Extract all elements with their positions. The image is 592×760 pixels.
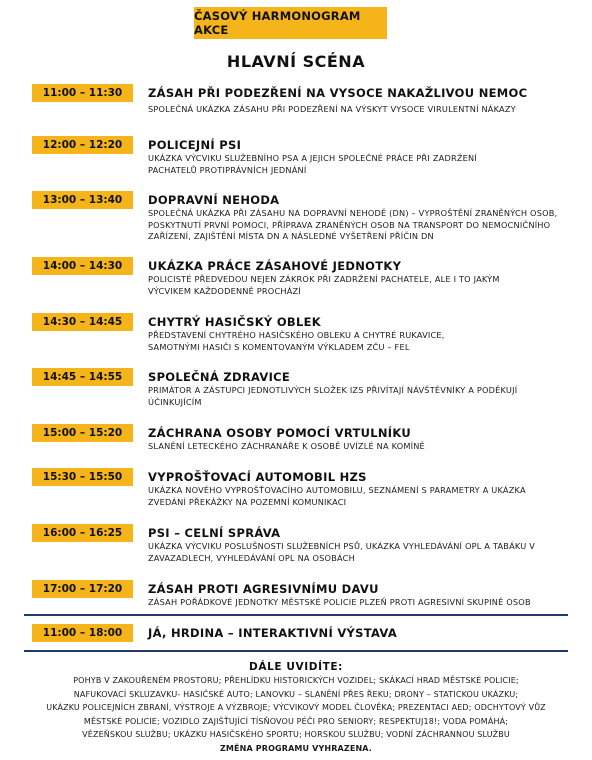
event-description: UKÁZKA VÝCVIKU SLUŽEBNÍHO PSA A JEJICH SPOLEČNÉ PRÁCE PŘI ZADRŽENÍ PACHATELŮ PROTIPRÁVNÍCH JEDNÁNÍ [148,153,477,175]
section-divider [24,650,568,652]
time-badge: 14:45 – 14:55 [32,368,133,386]
page-title-badge: ČASOVÝ HARMONOGRAM AKCE [194,7,387,39]
event-title: CHYTRÝ HASIČSKÝ OBLEK [148,315,321,329]
time-badge: 16:00 – 16:25 [32,524,133,542]
event-title: UKÁZKA PRÁCE ZÁSAHOVÉ JEDNOTKY [148,259,402,273]
footer-heading: DÁLE UVIDÍTE: [249,661,343,673]
footer-info [18,660,574,755]
event-description: UKÁZKA VÝCVIKU POSLUŠNOSTI SLUŽEBNÍCH PSŮ, UKÁZKA VYHLEDÁVÁNÍ OPL A TABÁKU V ZAVAZADLECH, VYHLEDÁVÁNÍ OPL NA OSOBÁCH [148,541,536,563]
event-title: VYPROŠŤOVACÍ AUTOMOBIL HZS [148,470,367,484]
section-divider [24,614,568,616]
event-description: SLANĚNÍ LETECKÉHO ZÁCHRANÁŘE K OSOBĚ UVÍZLÉ NA KOMÍNĚ [148,441,425,451]
time-badge: 14:00 – 14:30 [32,257,133,275]
event-description: POLICISTÉ PŘEDVEDOU NEJEN ZÁKROK PŘI ZADRŽENÍ PACHATELE, ALE I TO JAKÝM VÝCVIKEM KAŽDODENNĚ PROCHÁZÍ [148,274,500,296]
footer-line: POHYB V ZAKOUŘENÉM PROSTORU; PŘEHLÍDKU HISTORICKÝCH VOZIDEL; SKÁKACÍ HRAD MĚSTSKÉ POLICIE; [73,676,519,685]
time-badge: 12:00 – 12:20 [32,136,133,154]
event-description: UKÁZKA NOVÉHO VYPROŠŤOVACÍHO AUTOMOBILU, SEZNÁMENÍ S PARAMETRY A UKÁZKA ZVEDÁNÍ PŘEKÁŽKY NA POZEMNÍ KOMUNIKACI [148,485,526,507]
time-badge: 11:00 – 18:00 [32,624,133,642]
time-badge: 15:00 – 15:20 [32,424,133,442]
time-badge: 17:00 – 17:20 [32,580,133,598]
event-title: POLICEJNÍ PSI [148,138,242,152]
event-title: ZÁSAH PROTI AGRESIVNÍMU DAVU [148,582,379,596]
event-description: PRIMÁTOR A ZÁSTUPCI JEDNOTLIVÝCH SLOŽEK IZS PŘIVÍTAJÍ NÁVŠTĚVNÍKY A PODĚKUJÍ ÚČINKUJÍCÍM [148,385,518,407]
event-title: ZÁSAH PŘI PODEZŘENÍ NA VYSOCE NAKAŽLIVOU NEMOC [148,86,528,100]
exhibition-title: JÁ, HRDINA – INTERAKTIVNÍ VÝSTAVA [148,626,398,640]
footer-line: NAFUKOVACÍ SKLUZAVKU- HASIČSKÉ AUTO; LANOVKU – SLANĚNÍ PŘES ŘEKU; DRONY – STATICKOU UKÁZKU; [73,689,519,699]
footer-line: MĚSTSKÉ POLICIE; VOZIDLO ZAJIŠŤUJÍCÍ TÍSŇOVOU PÉČI PRO SENIORY; RESPEKTUJ18!; VODA POMÁHÁ; [83,716,509,726]
event-title: SPOLEČNÁ ZDRAVICE [148,370,291,384]
time-badge: 11:00 – 11:30 [32,84,133,102]
event-title: DOPRAVNÍ NEHODA [148,193,280,207]
footer-line: UKÁZKU POLICEJNÍCH ZBRANÍ, VÝSTROJE A VÝZBROJE; VÝCVIKOVÝ MODEL ČLOVĚKA; PREZENTACI AED; ODCHYTOVÝ VŮZ [46,703,546,712]
event-description: ZÁSAH POŘÁDKOVÉ JEDNOTKY MĚSTSKÉ POLICIE PLZEŇ PROTI AGRESIVNÍ SKUPINĚ OSOB [148,597,531,607]
stage-heading: HLAVNÍ SCÉNA [226,52,366,71]
event-description: PŘEDSTAVENÍ CHYTRÉHO HASIČSKÉHO OBLEKU A CHYTRÉ RUKAVICE, SAMOTNÝMI HASIČI S KOMENTOVANÝM VÝKLADEM ZČU – FEL [148,330,445,352]
time-badge: 13:00 – 13:40 [32,191,133,209]
event-description: SPOLEČNÁ UKÁZKA ZÁSAHU PŘI PODEZŘENÍ NA VÝSKYT VYSOCE VIRULENTNÍ NÁKAZY [148,104,516,114]
event-title: PSI – CELNÍ SPRÁVA [148,526,281,540]
event-title: ZÁCHRANA OSOBY POMOCÍ VRTULNÍKU [148,426,412,440]
time-badge: 15:30 – 15:50 [32,468,133,486]
footer-note: ZMĚNA PROGRAMU VYHRAZENA. [219,743,372,753]
time-badge: 14:30 – 14:45 [32,313,133,331]
footer-line: VĚZEŇSKOU SLUŽBU; UKÁZKU HASIČSKÉHO SPORTU; HORSKOU SLUŽBU; VODNÍ ZÁCHRANNOU SLUŽBU [82,730,510,739]
event-description: SPOLEČNÁ UKÁZKA PŘI ZÁSAHU NA DOPRAVNÍ NEHODĚ (DN) – VYPROŠTĚNÍ ZRANĚNÝCH OSOB, POSKYTNUTÍ PRVNÍ POMOCI, PŘÍPRAVA ZRANĚNÝCH OSOB NA TRANSPORT DO NEMOCNIČNÍHO ZAŘÍZENÍ, ZAJIŠTĚNÍ MÍSTA DN A NÁSLEDNÉ VYŠETŘENÍ PŘÍČIN DN [148,208,558,241]
